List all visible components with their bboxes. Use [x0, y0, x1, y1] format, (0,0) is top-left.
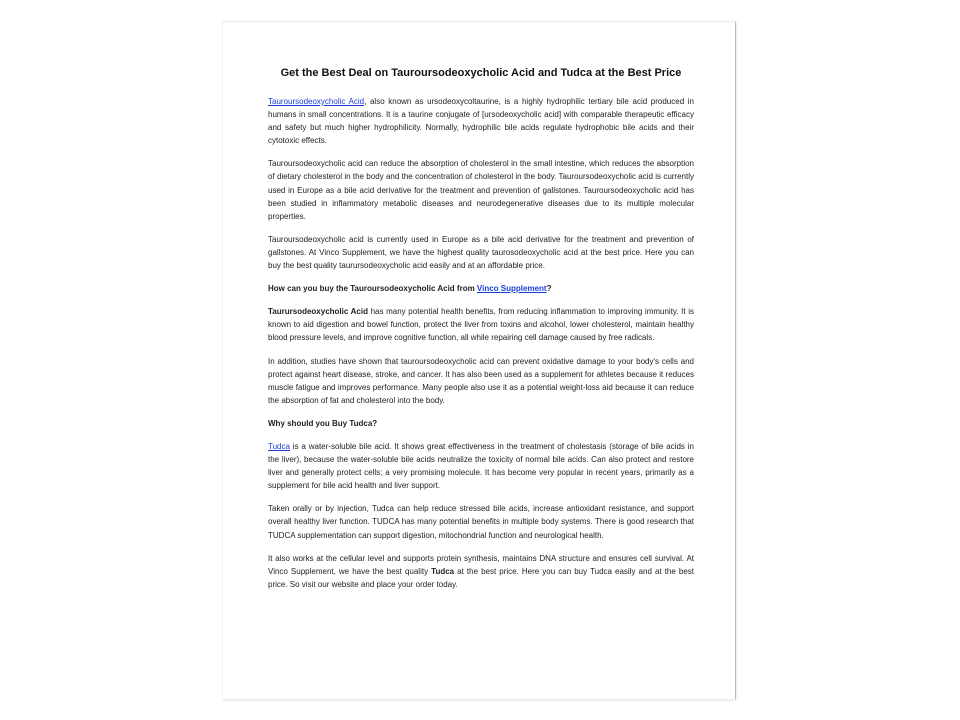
document-content	[268, 66, 694, 601]
paragraph-cellular-text-1: It also works at the cellular level and supports protein synthesis, maintains DNA structure and ensures cell survival. At Vinco Supplement, we have the best quality	[268, 553, 694, 576]
paragraph-intro	[268, 95, 694, 147]
heading-how-to-buy-text: How can you buy the Tauroursodeoxycholic Acid from	[268, 284, 477, 294]
vinco-supplement-link[interactable]: Vinco Supplement	[476, 284, 547, 294]
paragraph-benefits-bold: Taurursodeoxycholic Acid	[268, 307, 368, 317]
paragraph-cholesterol: Tauroursodeoxycholic acid can reduce the absorption of cholesterol in the small intestine, which reduces the absorption of dietary cholesterol in the body and the concentration of cholesterol in the body. Tauroursodeoxycholic acid is currently used in Europe as a bile acid derivative for the treatment and prevention of gallstones. Tauroursodeoxycholic acid has been studied in inflammatory metabolic diseases and neurodegenerative diseases due to its multiple molecular properties.	[268, 159, 694, 221]
paragraph-tudca	[268, 440, 694, 492]
heading-why-buy-tudca: Why should you Buy Tudca?	[268, 418, 378, 428]
tudca-link[interactable]: Tudca	[268, 441, 290, 451]
paragraph-cellular-bold: Tudca	[431, 566, 455, 576]
paragraph-benefits-text: has many potential health benefits, from reducing inflammation to improving immunity. It is known to aid digestion and bowel function, protect the liver from toxins and alcohol, lower cholesterol, maintain healthy blood pressure levels, and improve cognitive function, all while repairing cell damage caused by free radicals.	[268, 307, 695, 343]
paragraph-cellular	[268, 552, 694, 591]
paragraph-intro-text: , also known as ursodeoxycoltaurine, is a highly hydrophilic tertiary bile acid produced in humans in small concentrations. It is a taurine conjugate of [ursodeoxycholic acid] with comparable therapeutic efficacy and safety but much higher hydrophilicity. Normally, hydrophilic bile acids regulate hydrophobic bile acids and their cytotoxic effects.	[268, 97, 694, 146]
document-title: Get the Best Deal on Tauroursodeoxycholic Acid and Tudca at the Best Price	[280, 67, 682, 79]
paragraph-benefits	[268, 305, 694, 344]
paragraph-studies: In addition, studies have shown that tauroursodeoxycholic acid can prevent oxidative damage to your body's cells and protect against heart disease, stroke, and cancer. It has also been used as a supplement for athletes because it reduces muscle fatigue and improves performance. Many people also use it as a potential weight-loss aid because it can reduce the absorption of fat and cholesterol into the body.	[268, 356, 694, 405]
tauroursodeoxycholic-acid-link[interactable]: Tauroursodeoxycholic Acid	[268, 97, 365, 106]
heading-how-to-buy	[268, 282, 694, 295]
paragraph-tudca-text: is a water-soluble bile acid. It shows great effectiveness in the treatment of cholestasis (storage of bile acids in the liver), because the water-soluble bile acids neutralize the toxicity of normal bile acids. Can also protect and restore liver and generally protect cells; a very promising molecule. It has become very popular in recent years, primarily as a supplement for bile acid health and liver support.	[268, 441, 694, 491]
paragraph-europe: Tauroursodeoxycholic acid is currently used in Europe as a bile acid derivative for the treatment and prevention of gallstones. At Vinco Supplement, we have the highest quality taurosodeoxycholic acid at the best price. Here you can buy the best quality taurursodeoxycholic acid easily and at an affordable price.	[268, 234, 694, 271]
heading-how-to-buy-suffix: ?	[546, 284, 552, 294]
paragraph-cellular-text-2: at the best price. Here you can buy Tudca easily and at the best price. So visit our website and place your order today.	[268, 566, 694, 589]
document-page	[222, 21, 736, 700]
paragraph-injection: Taken orally or by injection, Tudca can help reduce stressed bile acids, increase antioxidant resistance, and support overall healthy liver function. TUDCA has many potential benefits in multiple body systems. There is good research that TUDCA supplementation can support digestion, mitochondrial function and neurological health.	[268, 504, 694, 540]
